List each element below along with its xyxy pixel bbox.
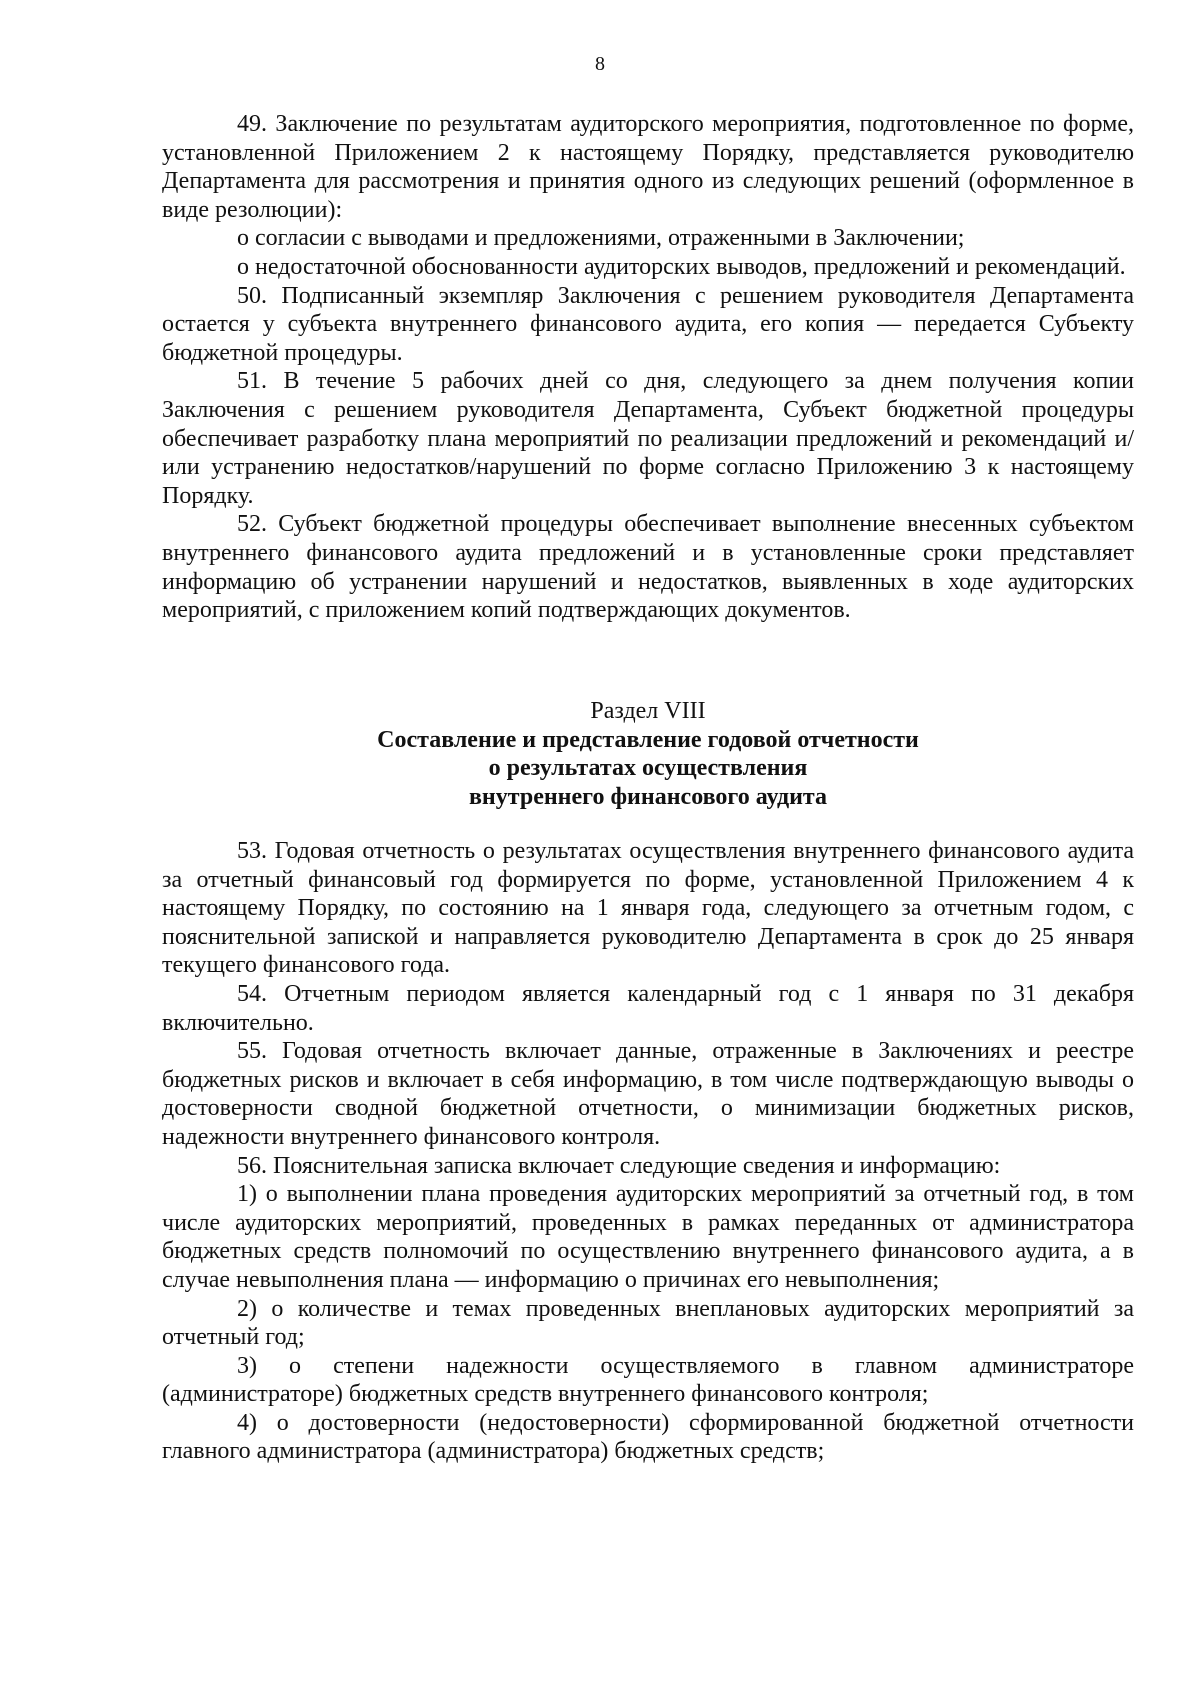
section-title-line-1: Составление и представление годовой отчетности (377, 726, 919, 753)
paragraph-50: 50. Подписанный экземпляр Заключения с решением руководителя Департамента остается у субъекта внутреннего финансового аудита, его копия — передается Субъекту бюджетной процедуры. (162, 282, 1134, 366)
list-item-1: 1) о выполнении плана проведения аудиторских мероприятий за отчетный год, в том числе аудиторских мероприятий, проведенных в рамках переданных от администратора бюджетных средств полномочий по осуществлению внутреннего финансового аудита, а в случае невыполнения плана — информацию о причинах его невыполнения; (162, 1181, 1134, 1293)
section-title-line-3: внутреннего финансового аудита (468, 783, 828, 810)
option-insufficient: о недостаточной обоснованности аудиторских выводов, предложений и рекомендаций. (237, 253, 1126, 280)
paragraph-55: 55. Годовая отчетность включает данные, отраженные в Заключениях и реестре бюджетных рисков и включает в себя информацию, в том числе подтверждающую выводы о достоверности сводной бюджетной отчетности, о минимизации бюджетных рисков, надежности внутреннего финансового контроля. (162, 1038, 1134, 1150)
list-item-2: 2) о количестве и темах проведенных внеплановых аудиторских мероприятий за отчетный год; (162, 1295, 1134, 1351)
section-heading (162, 697, 1134, 811)
paragraph-54: 54. Отчетным периодом является календарный год с 1 января по 31 декабря включительно. (162, 980, 1134, 1036)
paragraph-51: 51. В течение 5 рабочих дней со дня, следующего за днем получения копии Заключения с решением руководителя Департамента, Субъект бюджетной процедуры обеспечивает разработку плана мероприятий по реализации предложений и рекомендаций и/или устранению недостатков/нарушений по форме согласно Приложению 3 к настоящему Порядку. (162, 368, 1134, 509)
paragraph-53: 53. Годовая отчетность о результатах осуществления внутреннего финансового аудита за отчетный финансовый год формируется по форме, установленной Приложением 4 к настоящему Порядку, по состоянию на 1 января года, следующего за отчетным годом, с пояснительной запиской и направляется руководителю Департамента в срок до 25 января текущего финансового года. (162, 838, 1134, 979)
paragraphs-bottom (162, 837, 1134, 1466)
section-label: Раздел VIII (590, 698, 706, 724)
list-item-4: 4) о достоверности (недостоверности) сформированной бюджетной отчетности главного администратора (администратора) бюджетных средств; (162, 1409, 1134, 1465)
option-agree: о согласии с выводами и предложениями, отраженными в Заключении; (237, 225, 965, 252)
list-item-3: 3) о степени надежности осуществляемого в главном администраторе (администраторе) бюджетных средств внутреннего финансового контроля; (162, 1352, 1134, 1408)
paragraph-52: 52. Субъект бюджетной процедуры обеспечивает выполнение внесенных субъектом внутреннего финансового аудита предложений и в установленные сроки представляет информацию об устранении нарушений и недостатков, выявленных в ходе аудиторских мероприятий, с приложением копий подтверждающих документов. (162, 511, 1134, 624)
section-title-line-2: о результатах осуществления (488, 755, 808, 782)
page-number: 8 (595, 53, 605, 75)
paragraph-56: 56. Пояснительная записка включает следующие сведения и информацию: (237, 1152, 1001, 1179)
paragraph-49: 49. Заключение по результатам аудиторского мероприятия, подготовленное по форме, установленной Приложением 2 к настоящему Порядку, представляется руководителю Департамента для рассмотрения и принятия одного из следующих решений (оформленное в виде резолюции): (162, 111, 1134, 223)
paragraphs-top (162, 110, 1134, 625)
